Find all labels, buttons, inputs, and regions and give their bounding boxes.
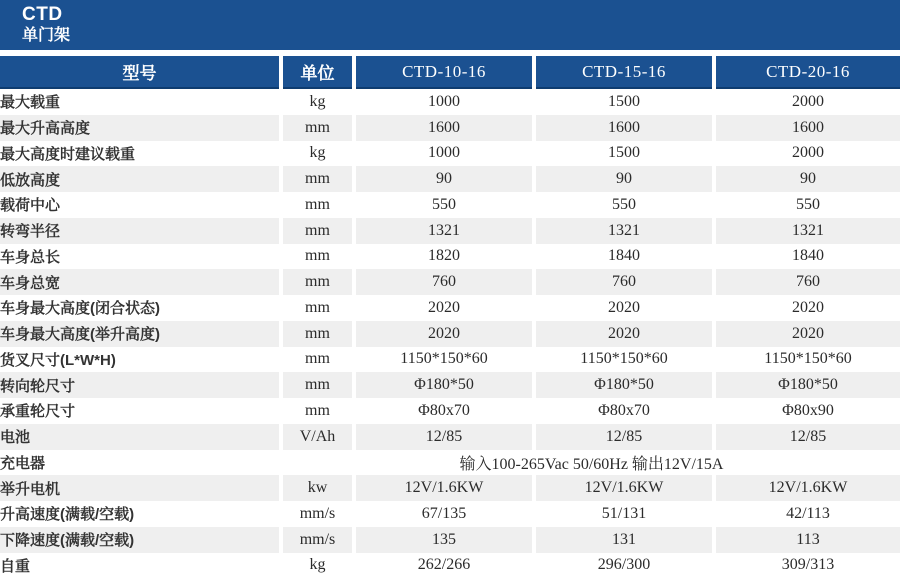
row-label: 载荷中心 [0,197,61,215]
table-row [0,424,900,450]
row-label: 车身最大高度(举升高度) [0,321,281,347]
row-value: 309/313 [714,553,900,579]
table-row [0,347,900,373]
row-label: 转弯半径 [0,218,281,244]
row-value: 1150*150*60 [354,347,534,373]
row-value: 2000 [714,141,900,167]
table-row [0,218,900,244]
row-unit: mm [281,244,354,270]
row-label: 车身总长 [0,248,61,266]
row-unit: mm [281,115,354,141]
row-value: 1150*150*60 [714,347,900,373]
table-header-row [0,56,900,88]
row-value: 1600 [714,115,900,141]
row-value: Φ80x90 [714,398,900,424]
row-value: 1600 [354,115,534,141]
row-value: Φ180*50 [534,372,714,398]
row-value: 760 [534,269,714,295]
row-value: 2000 [714,88,900,115]
row-value: 113 [714,527,900,553]
row-span-value: 输入100-265Vac 50/60Hz 输出12V/15A [281,450,900,476]
row-unit: kg [281,88,354,115]
row-unit: V/Ah [281,424,354,450]
row-unit: mm [281,398,354,424]
table-row [0,372,900,398]
row-value: 2020 [354,321,534,347]
row-value: 1500 [534,88,714,115]
row-value: Φ180*50 [714,372,900,398]
row-unit: mm [281,372,354,398]
row-unit: kw [281,475,354,501]
row-label: 低放高度 [0,166,281,192]
row-label: 车身总宽 [0,269,281,295]
row-value: 12V/1.6KW [354,475,534,501]
row-value: 2020 [714,295,900,321]
row-value: 2020 [354,295,534,321]
row-value: 262/266 [354,553,534,579]
row-value: 1321 [534,218,714,244]
row-label: 最大载重 [0,94,61,112]
row-value: Φ80x70 [534,398,714,424]
row-value: 67/135 [354,501,534,527]
row-value: 135 [354,527,534,553]
row-value: 12/85 [354,424,534,450]
row-value: 2020 [534,295,714,321]
table-row [0,398,900,424]
row-value: 296/300 [534,553,714,579]
row-label: 充电器 [0,454,46,472]
spec-table [0,56,900,578]
table-row [0,321,900,347]
row-value: 1840 [714,244,900,270]
row-value: 90 [714,166,900,192]
row-value: 90 [534,166,714,192]
row-unit: mm [281,295,354,321]
row-value: 760 [714,269,900,295]
row-value: 1321 [714,218,900,244]
row-unit: mm [281,321,354,347]
row-value: 1600 [534,115,714,141]
row-unit: kg [281,141,354,167]
table-row [0,88,900,115]
row-value: 12V/1.6KW [714,475,900,501]
row-value: 760 [354,269,534,295]
row-value: 12V/1.6KW [534,475,714,501]
column-header-model-label: 型号 [0,56,281,88]
table-row [0,475,900,501]
row-value: 1000 [354,141,534,167]
table-row [0,141,900,167]
row-unit: mm [281,347,354,373]
row-label: 下降速度(满载/空载) [0,527,281,553]
row-label: 最大升高高度 [0,115,281,141]
banner-subtitle: 单门架 [22,26,71,44]
row-value: 1840 [534,244,714,270]
row-unit: mm [281,269,354,295]
column-header-unit: 单位 [281,56,354,88]
column-header-ctd-20-16: CTD-20-16 [714,56,900,88]
row-value: 2020 [534,321,714,347]
row-unit: kg [281,553,354,579]
table-row [0,269,900,295]
row-value: 1150*150*60 [534,347,714,373]
banner-title: CTD [22,3,63,25]
column-header-ctd-10-16: CTD-10-16 [354,56,534,88]
table-row [0,166,900,192]
row-label: 升高速度(满载/空载) [0,506,135,524]
row-value: 42/113 [714,501,900,527]
table-row [0,192,900,218]
row-value: 90 [354,166,534,192]
row-label: 举升电机 [0,475,281,501]
row-label: 转向轮尺寸 [0,372,281,398]
row-label: 承重轮尺寸 [0,403,76,421]
row-value: 1820 [354,244,534,270]
column-header-ctd-15-16: CTD-15-16 [534,56,714,88]
table-row [0,553,900,579]
row-unit: mm [281,192,354,218]
table-row [0,527,900,553]
row-unit: mm/s [281,527,354,553]
row-unit: mm [281,166,354,192]
row-unit: mm [281,218,354,244]
row-label: 货叉尺寸(L*W*H) [0,351,116,369]
row-value: 1321 [354,218,534,244]
banner [0,0,900,50]
row-label: 自重 [0,557,31,575]
row-label: 最大高度时建议载重 [0,145,136,163]
row-value: 12/85 [714,424,900,450]
row-value: 1500 [534,141,714,167]
table-row [0,244,900,270]
row-value: 550 [354,192,534,218]
row-value: Φ180*50 [354,372,534,398]
row-value: 550 [534,192,714,218]
table-row [0,295,900,321]
row-value: 131 [534,527,714,553]
row-value: 51/131 [534,501,714,527]
table-row [0,115,900,141]
table-row [0,450,900,476]
row-label: 电池 [0,424,281,450]
row-value: 1000 [354,88,534,115]
row-value: 2020 [714,321,900,347]
row-label: 车身最大高度(闭合状态) [0,300,160,318]
row-value: 12/85 [534,424,714,450]
table-row [0,501,900,527]
row-value: Φ80x70 [354,398,534,424]
row-value: 550 [714,192,900,218]
row-unit: mm/s [281,501,354,527]
